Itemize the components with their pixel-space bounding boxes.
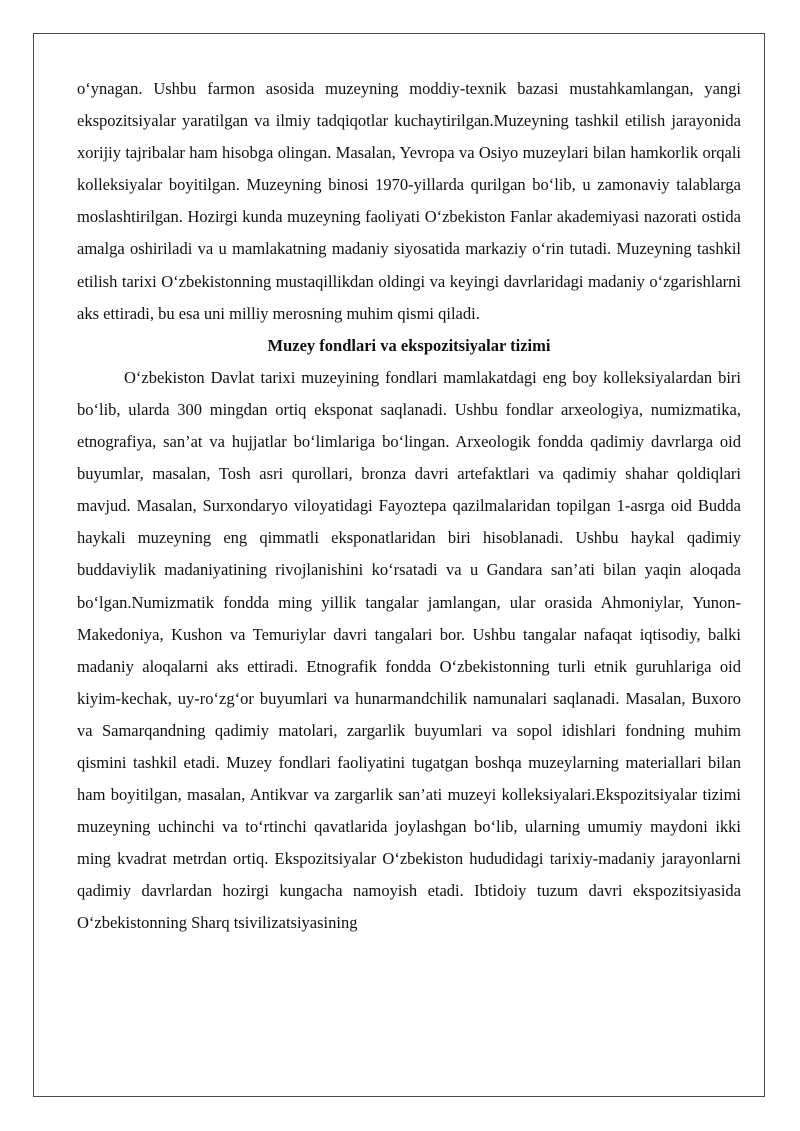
document-body	[77, 73, 741, 940]
section-heading: Muzey fondlari va ekspozitsiyalar tizimi	[267, 335, 551, 355]
body-paragraph: oʻynagan. Ushbu farmon asosida muzeyning moddiy-texnik bazasi mustahkamlangan, yangi ekspozitsiyalar yaratilgan va ilmiy tadqiqotlar kuchaytirilgan.Muzeyning tashkil etilish jarayonida xorijiy tajribalar ham hisobga olingan. Masalan, Yevropa va Osiyo muzeylari bilan hamkorlik orqali kolleksiyalar boyitilgan. Muzeyning binosi 1970-yillarda qurilgan boʻlib, u zamonaviy talablarga moslashtirilgan. Hozirgi kunda muzeyning faoliyati Oʻzbekiston Fanlar akademiyasi nazorati ostida amalga oshiriladi va u mamlakatning madaniy siyosatida markaziy oʻrin tutadi. Muzeyning tashkil etilish tarixi Oʻzbekistonning mustaqillikdan oldingi va keyingi davrlaridagi madaniy oʻzgarishlarni aks ettiradi, bu esa uni milliy merosning muhim qismi qiladi.	[77, 79, 741, 323]
body-paragraph: Oʻzbekiston Davlat tarixi muzeyining fondlari mamlakatdagi eng boy kolleksiyalardan biri boʻlib, ularda 300 mingdan ortiq eksponat saqlanadi. Ushbu fondlar arxeologiya, numizmatika, etnografiya, san’at va hujjatlar boʻlimlariga boʻlingan. Arxeologik fondda qadimiy davrlarga oid buyumlar, masalan, Tosh asri qurollari, bronza davri artefaktlari va qadimiy shahar qoldiqlari mavjud. Masalan, Surxondaryo viloyatidagi Fayoztepa qazilmalaridan topilgan 1-asrga oid Budda haykali muzeyning eng qimmatli eksponatlaridan biri hisoblanadi. Ushbu haykal qadimiy buddaviylik madaniyatining rivojlanishini koʻrsatadi va u Gandara san’ati bilan yaqin aloqada boʻlgan.Numizmatik fondda ming yillik tangalar jamlangan, ular orasida Ahmoniylar, Yunon-Makedoniya, Kushon va Temuriylar davri tangalari bor. Ushbu tangalar nafaqat iqtisodiy, balki madaniy aloqalarni aks ettiradi. Etnografik fondda Oʻzbekistonning turli etnik guruhlariga oid kiyim-kechak, uy-roʻzgʻor buyumlari va hunarmandchilik namunalari saqlanadi. Masalan, Buxoro va Samarqandning qadimiy matolari, zargarlik buyumlari va sopol idishlari fondning muhim qismini tashkil etadi. Muzey fondlari faoliyatini tugatgan boshqa muzeylarning materiallari bilan ham boyitilgan, masalan, Antikvar va zargarlik san’ati muzeyi kolleksiyalari.Ekspozitsiyalar tizimi muzeyning uchinchi va toʻrtinchi qavatlarida joylashgan boʻlib, ularning umumiy maydoni ikki ming kvadrat metrdan ortiq. Ekspozitsiyalar Oʻzbekiston hududidagi tarixiy-madaniy jarayonlarni qadimiy davrlardan hozirgi kungacha namoyish etadi. Ibtidoiy tuzum davri ekspozitsiyasida Oʻzbekistonning Sharq tsivilizatsiyasining	[77, 367, 741, 933]
